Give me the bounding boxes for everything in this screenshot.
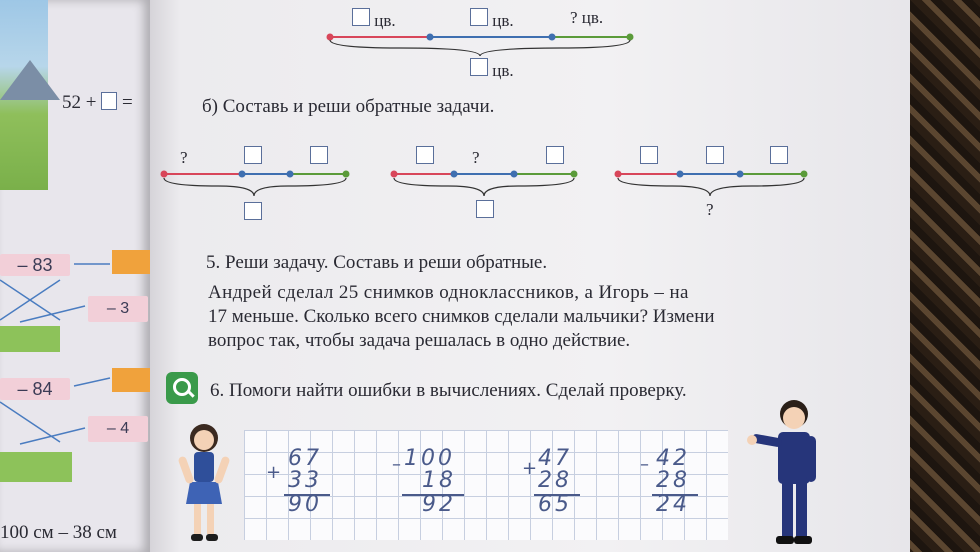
pill-minus-83: – 83 [0, 254, 70, 276]
boy-figure [742, 398, 832, 552]
task-5-title: 5. Реши задачу. Составь и реши обратные. [206, 252, 548, 273]
scheme-3-box-b [706, 146, 724, 164]
top-label-1: цв. [352, 8, 396, 31]
mountain-shape [0, 60, 60, 100]
scheme-2-box-bottom [476, 200, 494, 218]
magnifier-icon [166, 372, 198, 404]
top-label-2: цв. [470, 8, 514, 31]
scheme-2-question: ? [472, 148, 480, 167]
task-5-line-2: 17 меньше. Сколько всего снимков сделали мальчики? Измени [208, 306, 715, 327]
part-b-heading: б) Составь и реши обратные задачи. [202, 96, 495, 117]
scheme-1-box-b [310, 146, 328, 164]
scheme-3-box-c [770, 146, 788, 164]
equation: 52 + = [62, 92, 133, 113]
arrows-group-1 [0, 250, 150, 360]
top-label-3: ? цв. [570, 8, 604, 27]
scheme-1-box-a [244, 146, 262, 164]
girl-figure [176, 420, 236, 550]
task-5-line-1: Андрей сделал 25 снимков одноклассников, а Игорь – на [208, 282, 689, 303]
scheme-3-box-a [640, 146, 658, 164]
pill-minus-4: – 4 [88, 416, 148, 442]
arrows-group-2 [0, 372, 150, 482]
scheme-2-box-b [546, 146, 564, 164]
pill-minus-3: – 3 [88, 296, 148, 322]
task-5-line-3: вопрос так, чтобы задача решалась в одно действие. [208, 330, 631, 351]
top-label-bottom: цв. [470, 58, 514, 81]
left-page [0, 0, 150, 552]
bottom-expression: 100 см – 38 см [0, 522, 117, 543]
scheme-1-box-bottom [244, 202, 262, 220]
task-6-title: 6. Помоги найти ошибки в вычислениях. Сделай проверку. [210, 380, 687, 401]
pill-minus-84: – 84 [0, 378, 70, 400]
scheme-3-question: ? [706, 200, 714, 219]
scheme-2-box-a [416, 146, 434, 164]
scheme-1-question: ? [180, 148, 188, 167]
